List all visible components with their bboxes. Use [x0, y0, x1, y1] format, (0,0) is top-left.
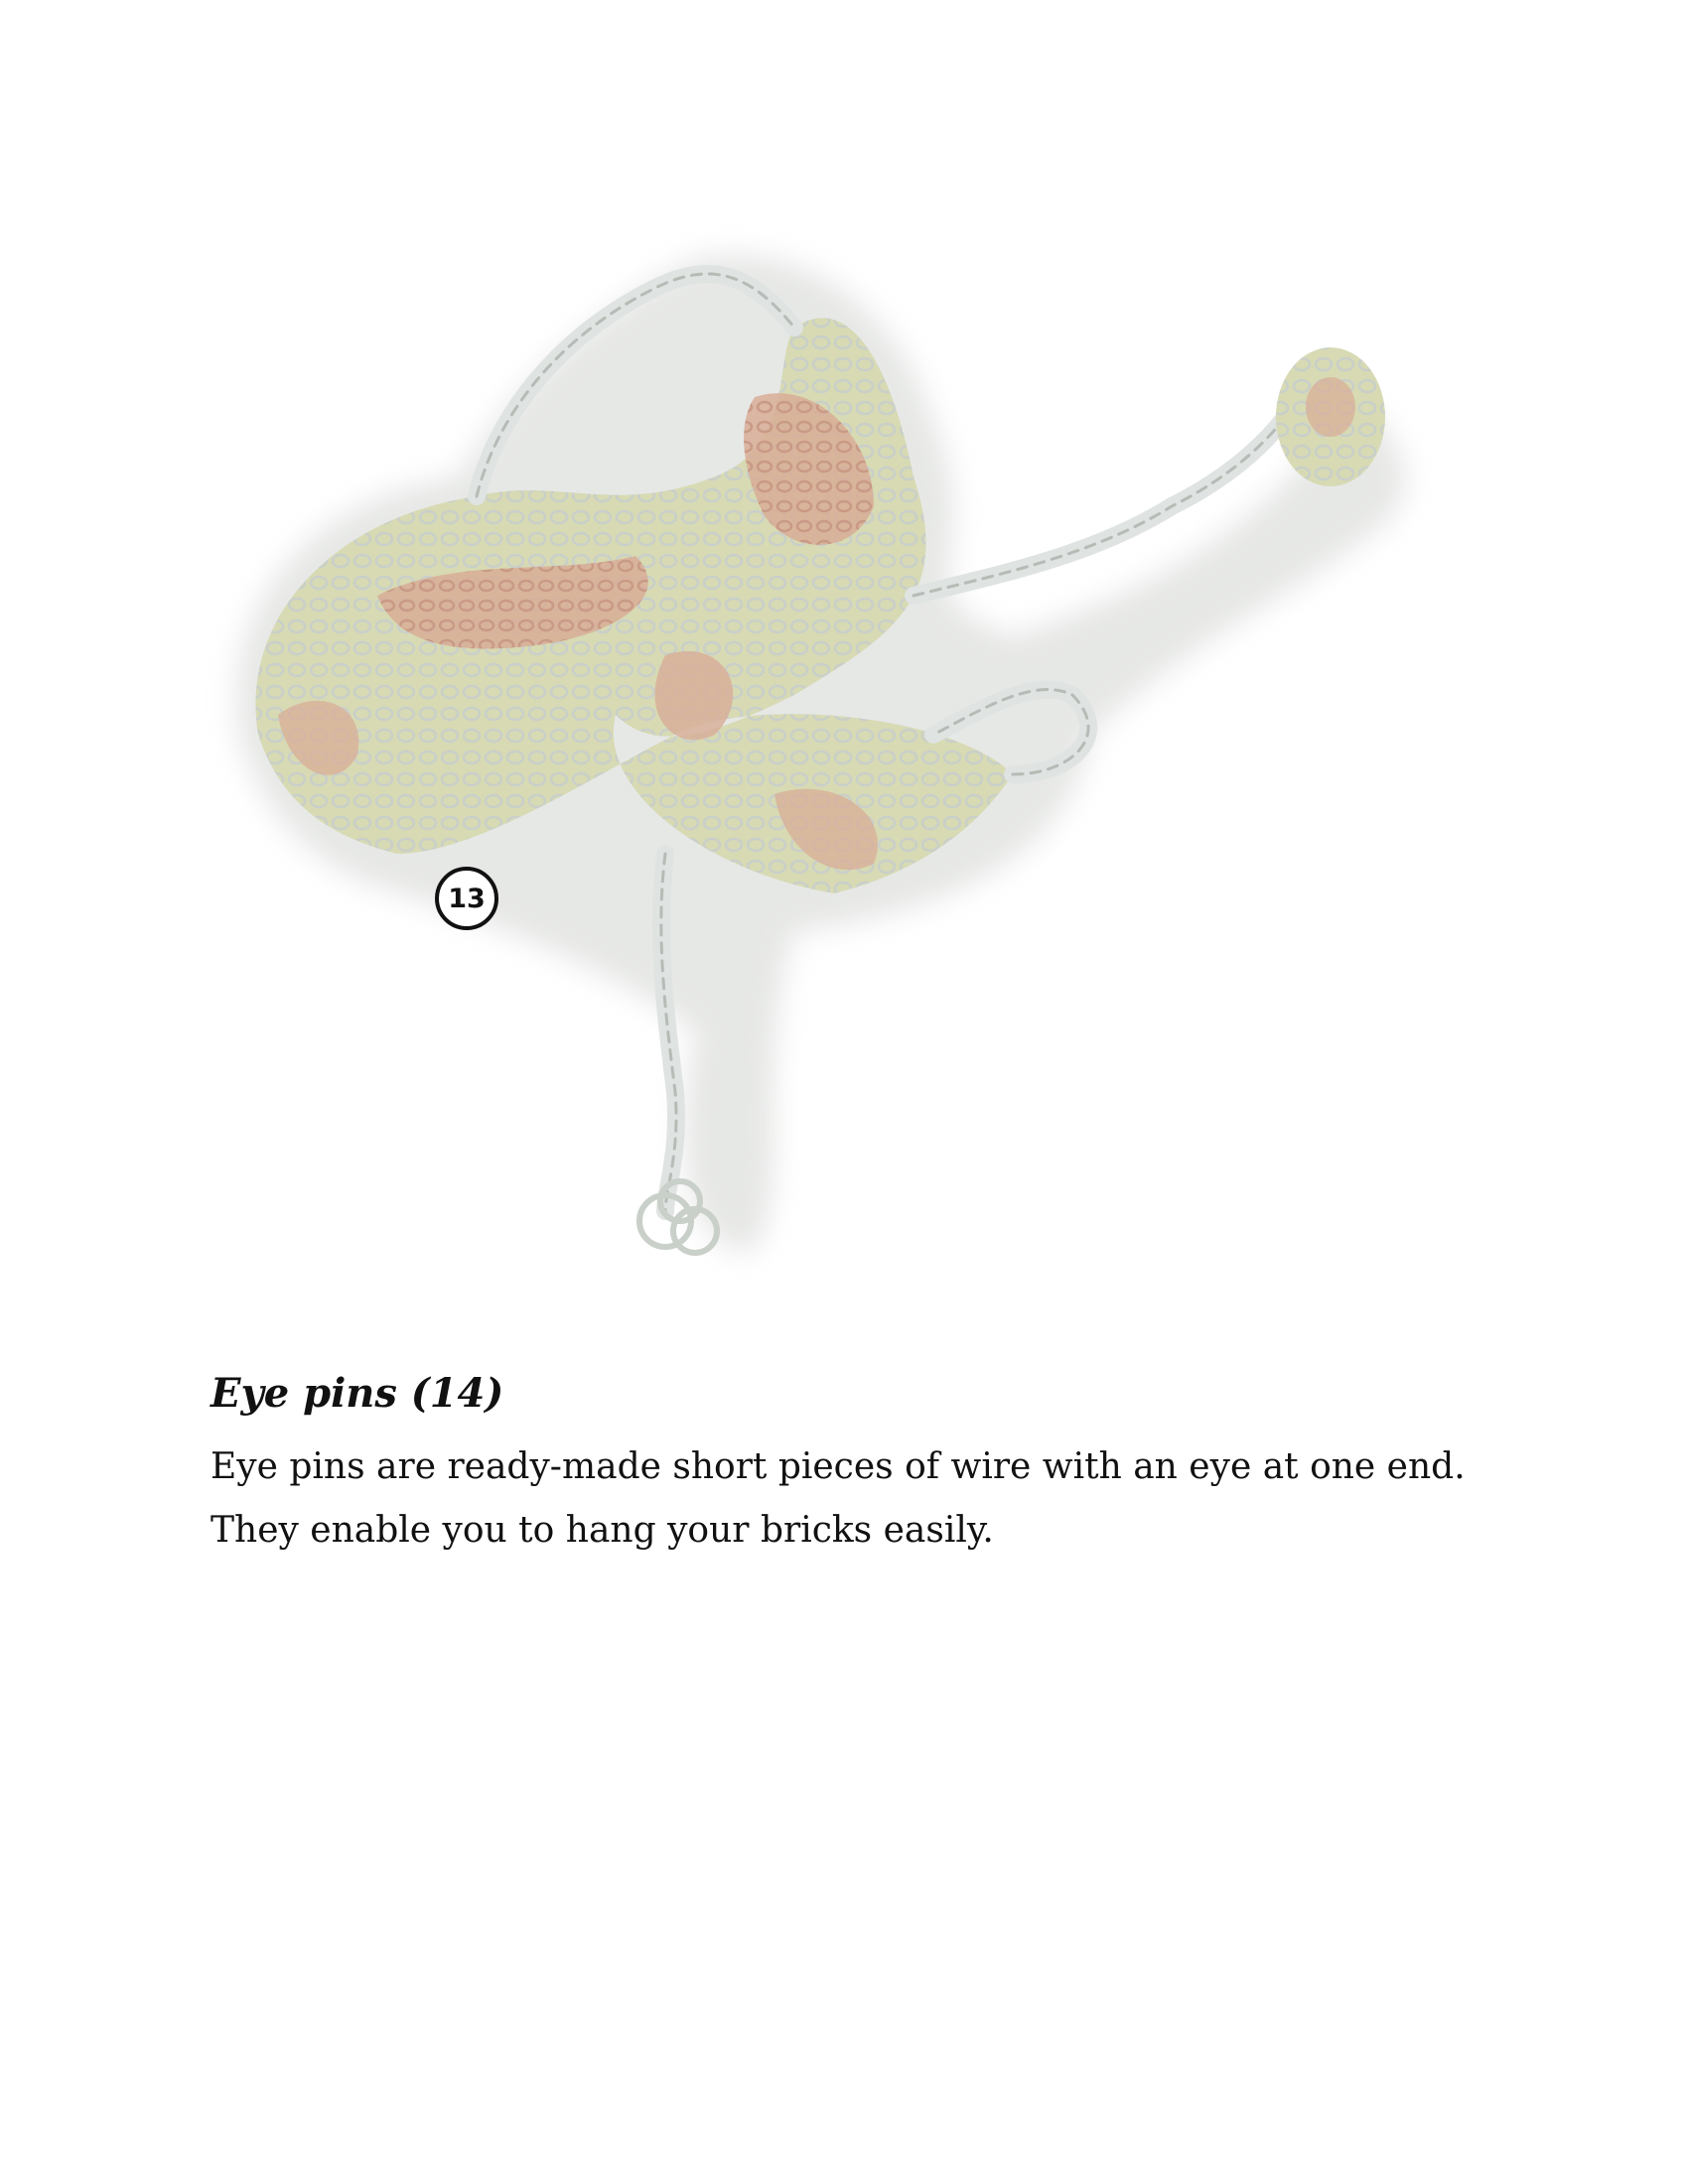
section-body [211, 1435, 1501, 1563]
callout-number-badge: 13 [435, 867, 498, 930]
section-heading: Eye pins (14) [211, 1370, 504, 1417]
text-section [211, 1368, 1501, 1563]
chain-photo [199, 179, 1509, 1330]
chain-illustration [199, 179, 1509, 1330]
body-line: They enable you to hang your bricks easily. [211, 1510, 994, 1551]
body-line: Eye pins are ready-made short pieces of wire with an eye at one end. [211, 1446, 1466, 1487]
